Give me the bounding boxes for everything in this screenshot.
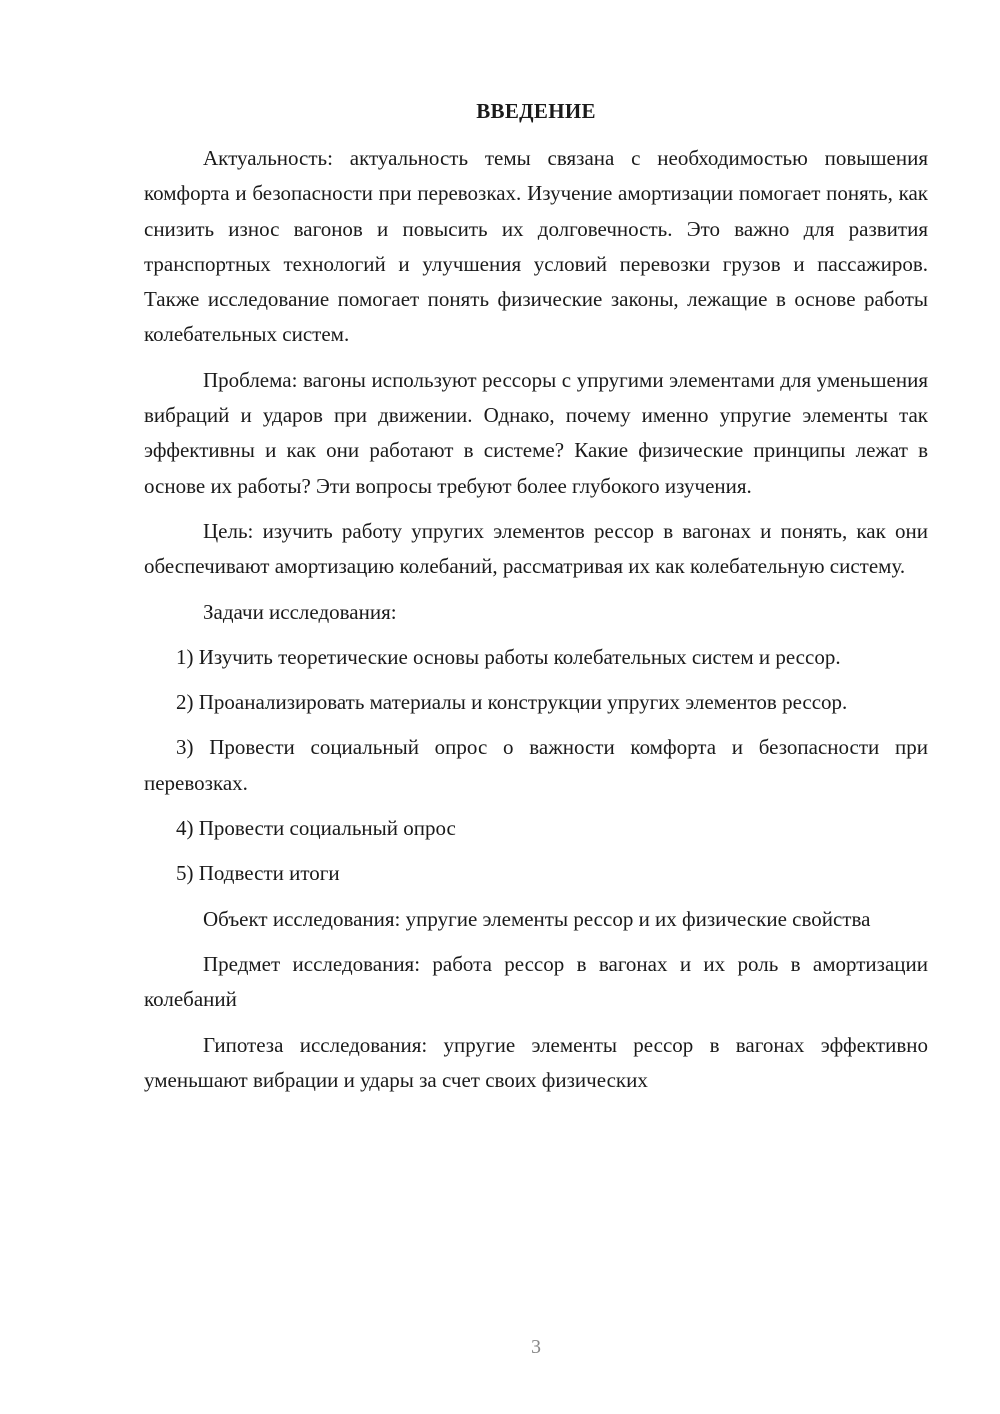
paragraph-goal: Цель: изучить работу упругих элементов рессор в вагонах и понять, как они обеспечивают амортизацию колебаний, рассматривая их как колебательную систему.	[144, 518, 928, 579]
task-item-3: 3) Провести социальный опрос о важности комфорта и безопасности при перевозках.	[144, 735, 928, 795]
task-item-4: 4) Провести социальный опрос	[176, 816, 456, 841]
paragraph-subject: Предмет исследования: работа рессор в вагонах и их роль в амортизации колебаний	[144, 951, 928, 1012]
section-heading: ВВЕДЕНИЕ	[476, 99, 596, 123]
page-number: 3	[531, 1336, 541, 1358]
paragraph-hypothesis: Гипотеза исследования: упругие элементы рессор в вагонах эффективно уменьшают вибрации и удары за счет своих физических	[144, 1032, 928, 1092]
paragraph-relevance: Актуальность: актуальность темы связана с необходимостью повышения комфорта и безопасности при перевозках. Изучение амортизации помогает понять, как снизить износ вагонов и повысить их долговечность. Это важно для развития транспортных технологий и улучшения условий перевозки грузов и пассажиров. Также исследование помогает понять физические законы, лежащие в основе работы колебательных систем.	[144, 146, 928, 347]
paragraph-problem: Проблема: вагоны используют рессоры с упругими элементами для уменьшения вибраций и ударов при движении. Однако, почему именно упругие элементы так эффективны и как они работают в системе? Какие физические принципы лежат в основе их работы? Эти вопросы требуют более глубокого изучения.	[144, 367, 928, 498]
paragraph-tasks-title: Задачи исследования:	[203, 599, 397, 624]
task-item-5: 5) Подвести итоги	[176, 861, 340, 886]
task-item-2: 2) Проанализировать материалы и конструкции упругих элементов рессор.	[176, 690, 848, 715]
paragraph-object: Объект исследования: упругие элементы рессор и их физические свойства	[203, 906, 871, 931]
document-page	[144, 94, 928, 1108]
task-item-1: 1) Изучить теоретические основы работы колебательных систем и рессор.	[176, 644, 841, 669]
